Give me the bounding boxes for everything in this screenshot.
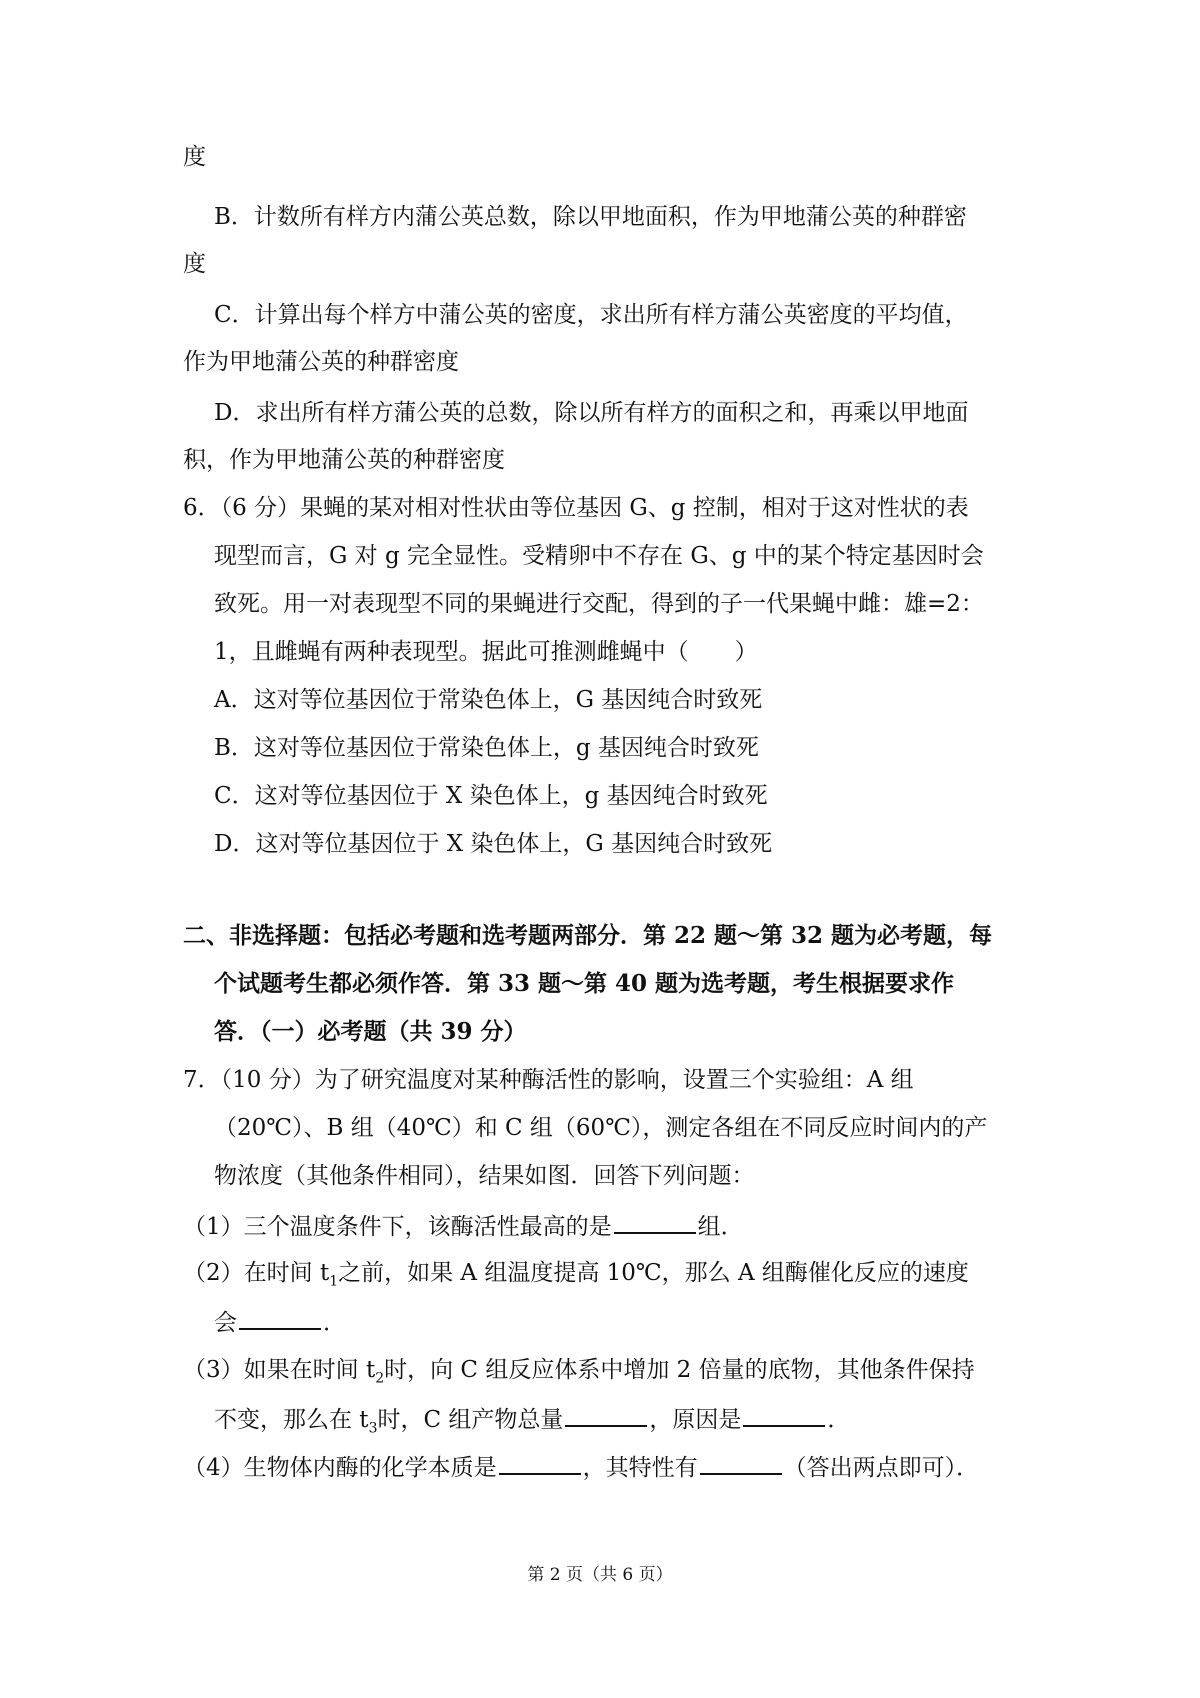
q7-part4-text: （4）生物体内酶的化学本质是: [183, 1455, 497, 1481]
q6-option-d: D．这对等位基因位于 X 染色体上，G 基因纯合时致死: [214, 831, 773, 857]
q7-part2-text: （2）在时间 t: [183, 1260, 330, 1286]
answer-blank: [743, 1403, 825, 1427]
subscript: 3: [368, 1420, 378, 1437]
page-footer: 第 2 页（共 6 页）: [527, 1565, 673, 1585]
q7-part3-line1: [183, 1355, 975, 1385]
q7-part1-suffix: 组．: [697, 1214, 744, 1240]
q7-part3-text: （3）如果在时间 t: [183, 1357, 376, 1383]
q5-optC-line2: 作为甲地蒲公英的种群密度: [183, 349, 459, 375]
q7-part3-line2: [214, 1403, 850, 1435]
answer-blank: [499, 1451, 581, 1475]
answer-blank: [700, 1451, 782, 1475]
q7-part1: [183, 1210, 744, 1242]
q7-part2-line1: [183, 1258, 969, 1288]
q7-part3-line2-text: 不变，那么在 t: [214, 1407, 369, 1433]
q5-optB-line1: B．计数所有样方内蒲公英总数，除以甲地面积，作为甲地蒲公英的种群密: [214, 204, 967, 230]
q5-optB-line2: 度: [183, 251, 206, 277]
q7-part2-text-cont: 之前，如果 A 组温度提高 10℃，那么 A 组酶催化反应的速度: [338, 1260, 969, 1286]
q6-stem-line3: 致死。用一对表现型不同的果蝇进行交配，得到的子一代果蝇中雌：雄=2：: [214, 591, 984, 617]
q6-option-c: C．这对等位基因位于 X 染色体上，g 基因纯合时致死: [214, 783, 768, 809]
q5-optC-line1: C．计算出每个样方中蒲公英的密度，求出所有样方蒲公英密度的平均值，: [214, 302, 968, 328]
section2-heading-line3: 答．（一）必考题（共 39 分）: [214, 1018, 527, 1045]
answer-blank: [565, 1403, 647, 1427]
q5-optA-tail: 度: [183, 144, 206, 170]
q6-option-a: A．这对等位基因位于常染色体上，G 基因纯合时致死: [214, 687, 763, 713]
q6-stem-line4: 1，且雌蝇有两种表现型。据此可推测雌蝇中（ ）: [214, 639, 758, 665]
q7-part3-line2-text-c: ，原因是: [649, 1407, 742, 1433]
q6-stem-line1: 6．（6 分）果蝇的某对相对性状由等位基因 G、g 控制，相对于这对性状的表: [183, 495, 969, 521]
q7-part3-line2-text-b: 时，C 组产物总量: [377, 1407, 564, 1433]
q5-optD-line1: D．求出所有样方蒲公英的总数，除以所有样方的面积之和，再乘以甲地面: [214, 400, 969, 426]
q7-part2-line2: [214, 1306, 346, 1338]
q7-part4: [183, 1451, 979, 1483]
section2-heading-line2: 个试题考生都必须作答．第 33 题～第 40 题为选考题，考生根据要求作: [214, 970, 955, 997]
q7-part4-mid: ，其特性有: [582, 1455, 698, 1481]
subscript: 1: [329, 1273, 339, 1290]
q7-stem-line2: （20℃）、B 组（40℃）和 C 组（60℃），测定各组在不同反应时间内的产: [214, 1115, 988, 1141]
q7-part3-text-cont: 时，向 C 组反应体系中增加 2 倍量的底物，其他条件保持: [384, 1357, 975, 1383]
subscript: 2: [375, 1370, 385, 1387]
q7-part3-line2-suffix: ．: [827, 1407, 851, 1433]
q7-part4-suffix: （答出两点即可）．: [783, 1455, 980, 1481]
q7-part2-line2-text: 会: [214, 1310, 237, 1336]
answer-blank: [239, 1306, 321, 1330]
q5-optD-line2: 积，作为甲地蒲公英的种群密度: [183, 447, 505, 473]
q7-part1-text: （1）三个温度条件下，该酶活性最高的是: [183, 1214, 612, 1240]
q6-option-b: B．这对等位基因位于常染色体上，g 基因纯合时致死: [214, 735, 759, 761]
q7-stem-line3: 物浓度（其他条件相同），结果如图．回答下列问题：: [214, 1163, 755, 1189]
section2-heading-line1: 二、非选择题：包括必考题和选考题两部分．第 22 题～第 32 题为必考题，每: [183, 922, 993, 949]
q7-part2-line2-suffix: ．: [323, 1310, 346, 1336]
q6-stem-line2: 现型而言，G 对 g 完全显性。受精卵中不存在 G、g 中的某个特定基因时会: [214, 543, 984, 569]
answer-blank: [614, 1210, 696, 1234]
q7-stem-line1: 7．（10 分）为了研究温度对某种酶活性的影响，设置三个实验组：A 组: [183, 1067, 914, 1093]
